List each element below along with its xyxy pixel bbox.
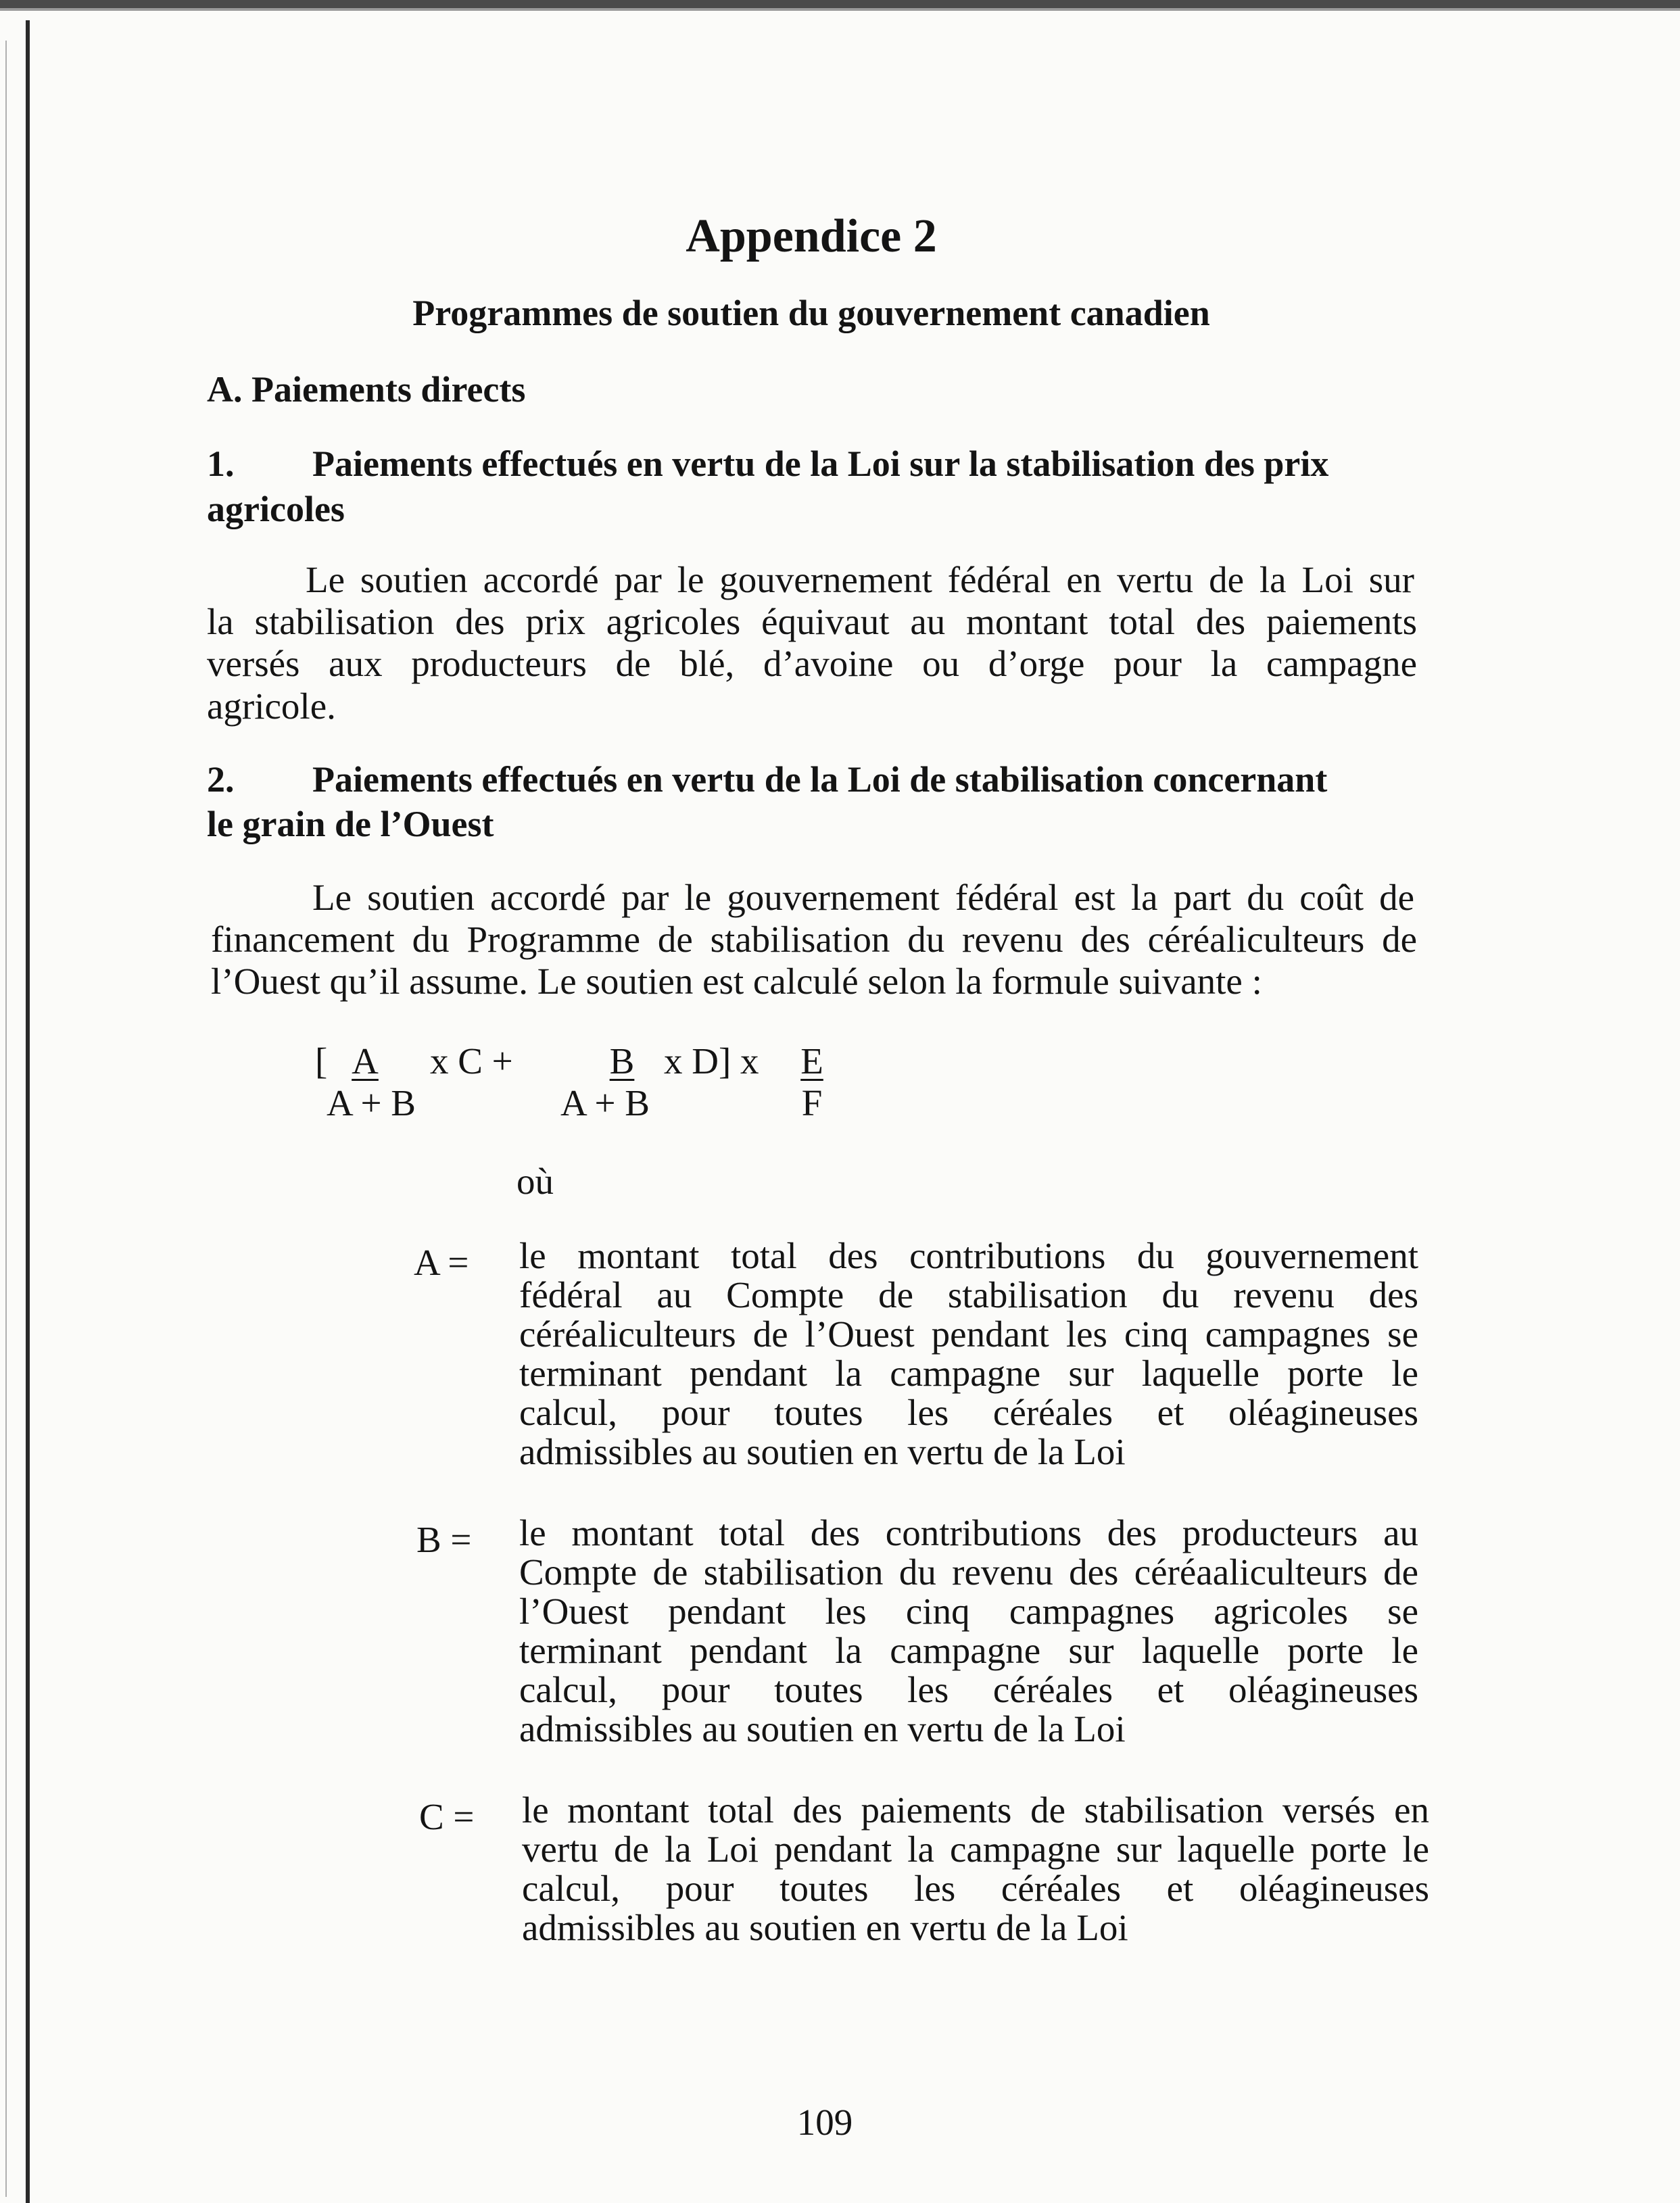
definition-line: le montant total des contributions du gouvernement [519, 1235, 1418, 1276]
formula-times-c-plus: x C + [430, 1040, 513, 1082]
definition-label: C = [419, 1796, 475, 1837]
definition-line: le montant total des contributions des producteurs au [519, 1512, 1418, 1553]
formula-numerator-b: B [609, 1040, 635, 1082]
formula-numerator-a: A [352, 1040, 379, 1082]
definition-line: fédéral au Compte de stabilisation du revenu des [519, 1274, 1418, 1315]
scan-left-edge-shadow [5, 41, 7, 2197]
section-2-heading-line: le grain de l’Ouest [207, 804, 494, 844]
section-2-number: 2. [207, 759, 235, 800]
formula-denominator-a-plus-b: A + B [327, 1082, 416, 1123]
definition-line: Compte de stabilisation du revenu des céréaaliculteurs de [519, 1551, 1418, 1593]
definition-line: vertu de la Loi pendant la campagne sur laquelle porte le [522, 1829, 1429, 1870]
section-2-heading-line: Paiements effectués en vertu de la Loi de stabilisation concernant [312, 759, 1328, 800]
page-title: Appendice 2 [686, 210, 937, 262]
page-number: 109 [796, 2102, 853, 2143]
formula-numerator-e: E [800, 1040, 823, 1082]
definition-label: A = [414, 1242, 469, 1283]
definition-line: calcul, pour toutes les céréales et oléagineuses [519, 1669, 1418, 1710]
section-1-paragraph-line: Le soutien accordé par le gouvernement fédéral en vertu de la Loi sur [306, 559, 1414, 600]
section-a-heading: A. Paiements directs [207, 369, 526, 410]
definition-line: calcul, pour toutes les céréales et oléagineuses [519, 1392, 1418, 1433]
definition-line: terminant pendant la campagne sur laquelle porte le [519, 1353, 1418, 1394]
section-2-paragraph-line: Le soutien accordé par le gouvernement fédéral est la part du coût de [312, 877, 1414, 918]
definition-line: l’Ouest pendant les cinq campagnes agricoles se [519, 1591, 1418, 1632]
definition-line: le montant total des paiements de stabilisation versés en [522, 1789, 1429, 1831]
formula-denominator-f: F [801, 1082, 823, 1123]
definition-line: admissibles au soutien en vertu de la Loi [522, 1907, 1128, 1948]
section-1-paragraph-line: agricole. [207, 685, 336, 727]
section-1-paragraph-line: la stabilisation des prix agricoles équivaut au montant total des paiements [207, 601, 1417, 642]
definition-line: terminant pendant la campagne sur laquelle porte le [519, 1630, 1418, 1671]
formula-denominator-a-plus-b: A + B [560, 1082, 650, 1123]
scan-top-edge [0, 0, 1680, 8]
section-2-paragraph-line: financement du Programme de stabilisation du revenu des céréaliculteurs de [211, 919, 1417, 960]
section-1-heading-line: agricoles [207, 489, 345, 529]
definition-line: admissibles au soutien en vertu de la Loi [519, 1708, 1126, 1749]
definition-line: admissibles au soutien en vertu de la Loi [519, 1431, 1126, 1472]
where-label: où [517, 1161, 554, 1202]
scan-top-edge-shadow [0, 8, 1680, 11]
scan-left-edge [26, 20, 30, 2203]
definition-label: B = [416, 1519, 472, 1560]
definition-line: calcul, pour toutes les céréales et oléagineuses [522, 1868, 1429, 1909]
section-1-heading-line: Paiements effectués en vertu de la Loi sur la stabilisation des prix [312, 443, 1329, 484]
section-2-paragraph-line: l’Ouest qu’il assume. Le soutien est calculé selon la formule suivante : [211, 961, 1262, 1002]
section-1-number: 1. [207, 443, 235, 484]
page-subtitle: Programmes de soutien du gouvernement canadien [412, 293, 1210, 333]
definition-line: céréaliculteurs de l’Ouest pendant les cinq campagnes se [519, 1313, 1418, 1355]
formula-open-bracket: [ [315, 1040, 328, 1082]
section-1-paragraph-line: versés aux producteurs de blé, d’avoine ou d’orge pour la campagne [207, 643, 1417, 684]
formula-times-d-times: x D] x [664, 1040, 759, 1082]
